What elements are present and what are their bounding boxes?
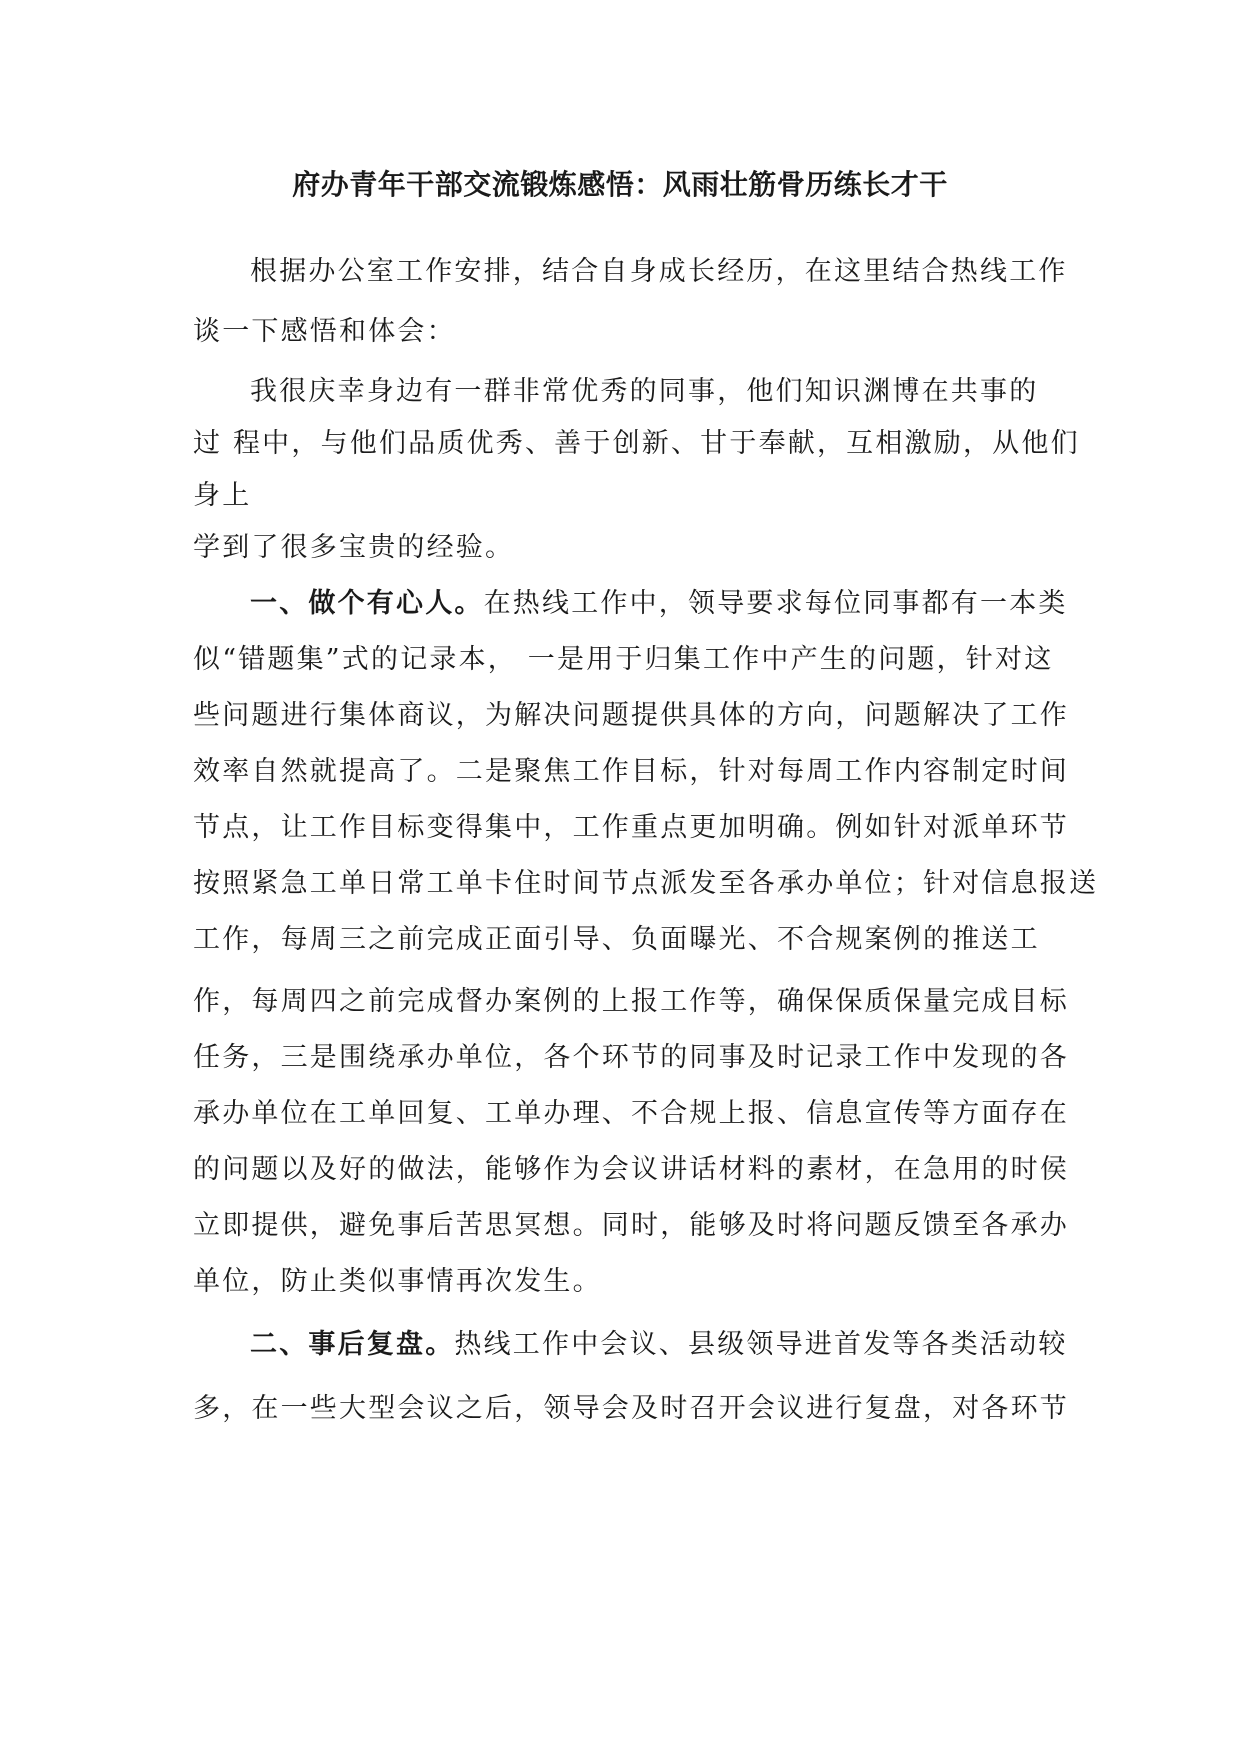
paragraph-line: 多，在一些大型会议之后，领导会及时召开会议进行复盘，对各环节	[193, 1393, 1069, 1424]
paragraph-line: 任务，三是围绕承办单位，各个环节的同事及时记录工作中发现的各	[193, 1042, 1069, 1073]
paragraph-line: 按照紧急工单日常工单卡住时间节点派发至各承办单位；针对信息报送	[193, 868, 1099, 899]
paragraph-line: 身上	[193, 480, 252, 511]
paragraph-text: 在热线工作中，领导要求每位同事都有一本类	[483, 588, 1068, 619]
section-two-first-line	[250, 1328, 1068, 1362]
document-title: 府办青年干部交流锻炼感悟：风雨壮筋骨历练长才干	[292, 168, 948, 201]
section-one-first-line	[250, 587, 1068, 621]
paragraph-line: 效率自然就提高了。二是聚焦工作目标，针对每周工作内容制定时间	[193, 756, 1069, 787]
paragraph-line: 立即提供，避免事后苦思冥想。同时，能够及时将问题反馈至各承办	[193, 1210, 1069, 1241]
paragraph-line: 作，每周四之前完成督办案例的上报工作等，确保保质保量完成目标	[193, 986, 1069, 1017]
paragraph-line: 谈一下感悟和体会：	[193, 316, 456, 347]
paragraph-line: 我很庆幸身边有一群非常优秀的同事，他们知识渊博在共事的	[250, 376, 1039, 407]
paragraph-line: 承办单位在工单回复、工单办理、不合规上报、信息宣传等方面存在	[193, 1098, 1069, 1129]
paragraph-line: 节点，让工作目标变得集中，工作重点更加明确。例如针对派单环节	[193, 812, 1069, 843]
paragraph-line: 过 程中，与他们品质优秀、善于创新、甘于奉献，互相激励，从他们	[193, 428, 1080, 459]
section-heading-one: 一、做个有心人。	[250, 588, 484, 619]
paragraph-line: 些问题进行集体商议，为解决问题提供具体的方向，问题解决了工作	[193, 700, 1069, 731]
paragraph-line: 单位，防止类似事情再次发生。	[193, 1266, 602, 1297]
paragraph-line: 的问题以及好的做法，能够作为会议讲话材料的素材，在急用的时侯	[193, 1154, 1069, 1185]
paragraph-text: 热线工作中会议、县级领导进首发等各类活动较	[454, 1329, 1068, 1360]
paragraph-line: 似“错题集”式的记录本， 一是用于归集工作中产生的问题，针对这	[193, 644, 1054, 675]
paragraph-line: 学到了很多宝贵的经验。	[193, 532, 515, 563]
paragraph-line: 根据办公室工作安排，结合自身成长经历，在这里结合热线工作	[250, 256, 1068, 287]
section-heading-two: 二、事后复盘。	[250, 1329, 455, 1360]
paragraph-line: 工作，每周三之前完成正面引导、负面曝光、不合规案例的推送工	[193, 924, 1040, 955]
